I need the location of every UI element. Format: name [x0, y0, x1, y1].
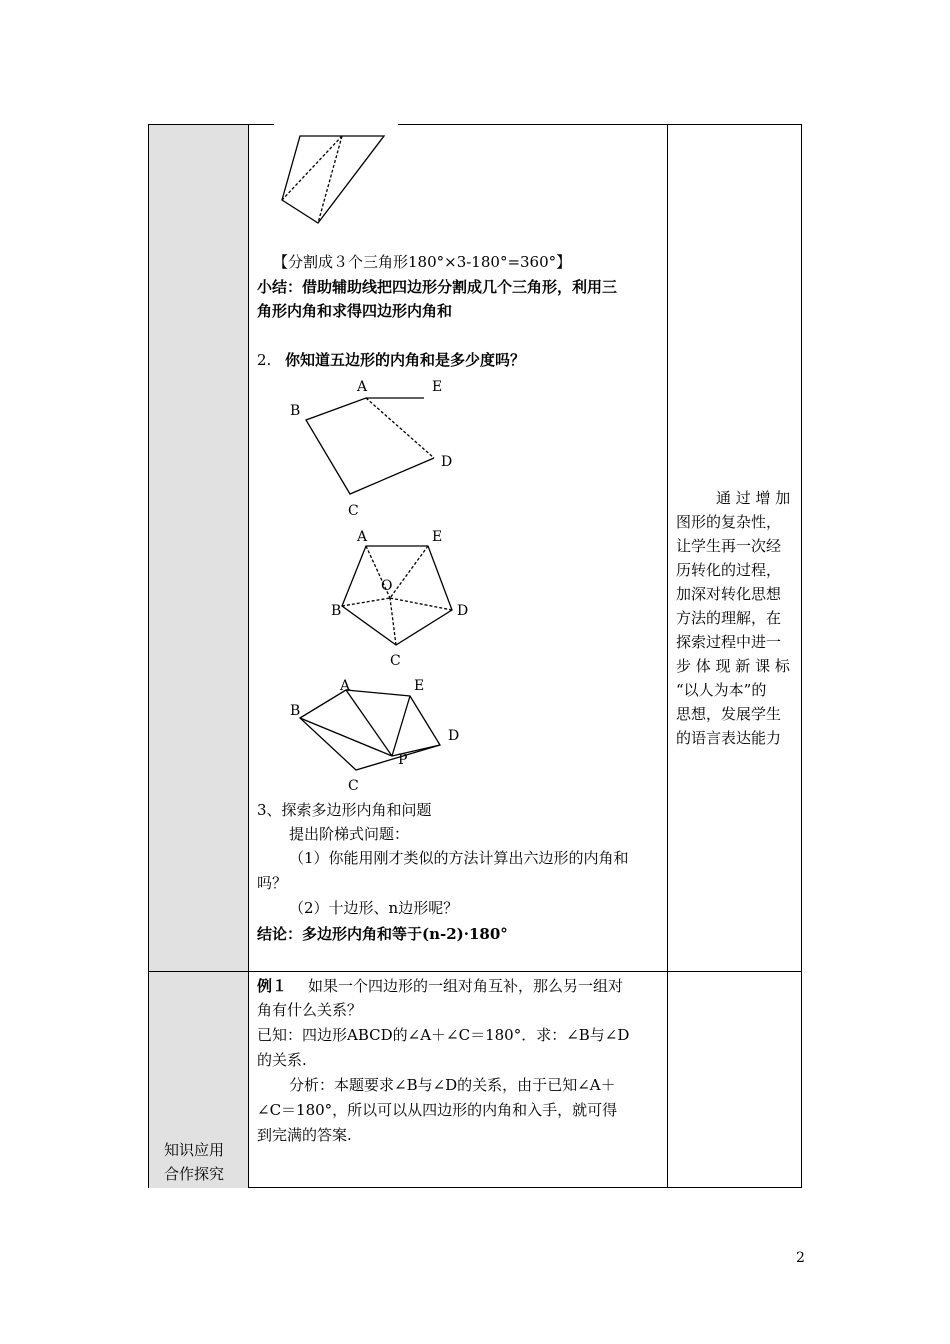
example-title: 例１: [257, 977, 288, 995]
pentagon-figure-2: [342, 546, 452, 645]
page-number: 2: [796, 1250, 805, 1266]
side-note-line-5: 加深对转化思想: [676, 585, 782, 603]
analysis-line-3: 到完满的答案.: [257, 1126, 352, 1144]
section-label-line-1: 知识应用: [164, 1141, 225, 1159]
analysis-line-2: ∠C＝180°，所以可以从四边形的内角和入手，就可得: [257, 1101, 618, 1119]
pentagon-figure-3: [300, 690, 440, 770]
fig1-label-b: B: [290, 403, 301, 419]
given-line-2: 的关系.: [257, 1051, 307, 1069]
side-note-line-6: 方法的理解，在: [676, 609, 782, 627]
fig3-label-d: D: [448, 728, 460, 744]
quadrilateral-figure: [282, 136, 384, 223]
fig2-label-c: C: [390, 653, 401, 669]
example-line-1: 如果一个四边形的一组对角互补，那么另一组对: [308, 977, 624, 995]
split-note: 【分割成３个三角形180°×3-180°=360°】: [273, 253, 572, 271]
example-line-2: 角有什么关系？: [257, 1001, 363, 1019]
fig3-label-p: P: [398, 752, 408, 768]
side-note-line-4: 历转化的过程，: [676, 561, 782, 579]
fig3-label-a: A: [340, 678, 351, 694]
fig2-label-a: A: [357, 529, 368, 545]
side-note-line-10: 思想，发展学生: [676, 705, 782, 723]
fig2-label-e: E: [432, 529, 443, 545]
side-note-line-3: 让学生再一次经: [676, 537, 782, 555]
fig3-label-e: E: [414, 678, 425, 694]
side-note-line-1: 通 过 增 加: [716, 489, 791, 507]
question-1-line-2: 吗？: [257, 874, 288, 892]
given-line-1: 已知：四边形ABCD的∠A＋∠C＝180°．求：∠B与∠D: [257, 1026, 630, 1044]
fig3-label-b: B: [290, 703, 301, 719]
fig1-label-c: C: [348, 503, 359, 519]
fig2-label-b: B: [331, 603, 342, 619]
side-note-line-11: 的语言表达能力: [676, 729, 782, 747]
question-2b: （2）十边形、n边形呢？: [289, 899, 459, 917]
fig1-label-e: E: [432, 379, 443, 395]
ladder-questions: 提出阶梯式问题：: [289, 825, 410, 843]
question-1-line-1: （1）你能用刚才类似的方法计算出六边形的内角和: [289, 849, 629, 867]
question-2: 你知道五边形的内角和是多少度吗？: [285, 351, 526, 369]
section-label-line-2: 合作探究: [164, 1165, 225, 1183]
fig2-label-d: D: [457, 603, 469, 619]
fig2-label-o: O: [381, 578, 393, 594]
summary-line-2: 角形内角和求得四边形内角和: [257, 302, 453, 320]
fig1-label-a: A: [357, 379, 368, 395]
analysis-line-1: 分析：本题要求∠B与∠D的关系，由于已知∠A＋: [289, 1076, 616, 1094]
question-2-number: 2.: [257, 351, 272, 369]
conclusion: 结论：多边形内角和等于(n-2)·180°: [257, 925, 508, 943]
side-note-line-7: 探索过程中进一: [676, 633, 782, 651]
summary-line-1: 小结：借助辅助线把四边形分割成几个三角形，利用三: [257, 278, 618, 296]
side-note-line-8: 步 体 现 新 课 标: [676, 657, 790, 675]
side-note-line-2: 图形的复杂性，: [676, 513, 782, 531]
fig1-label-d: D: [441, 454, 453, 470]
fig3-label-c: C: [348, 778, 359, 794]
pentagon-figure-1: [306, 398, 434, 494]
section-3-heading: 3、探索多边形内角和问题: [257, 801, 432, 819]
side-note: [676, 486, 798, 750]
side-note-line-9: “以人为本”的: [676, 681, 767, 699]
